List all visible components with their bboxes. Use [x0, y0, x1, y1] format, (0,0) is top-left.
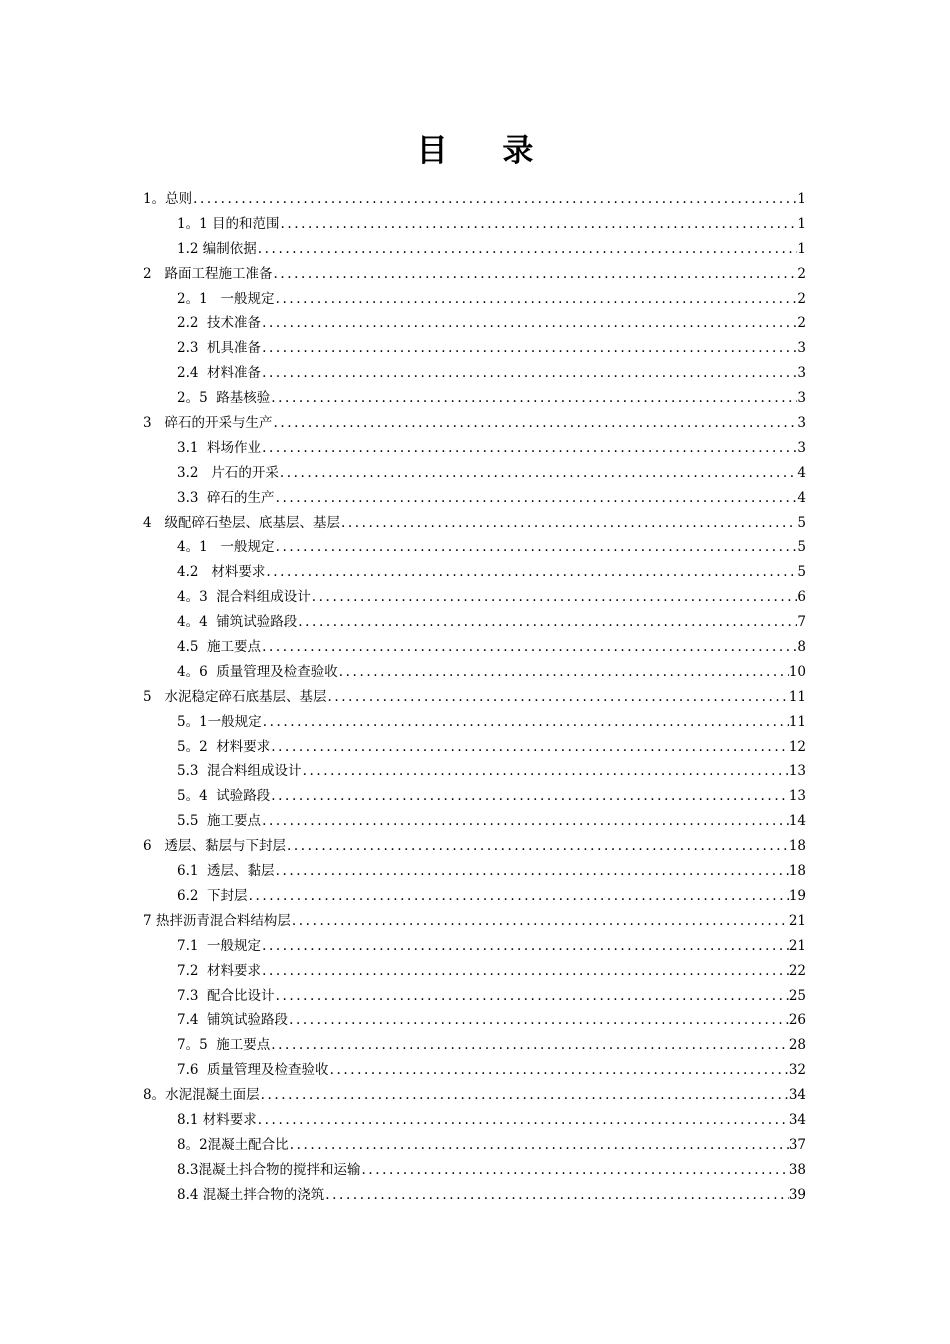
- toc-entry: [143, 1033, 806, 1058]
- dot-leader: [289, 1133, 789, 1158]
- toc-entry-label: 4.2 材料要求: [177, 564, 266, 581]
- toc-entry: [143, 461, 806, 486]
- toc-entry-label: 6 透层、黏层与下封层: [143, 838, 286, 855]
- toc-entry-page-number: 2: [797, 315, 806, 332]
- dot-leader: [329, 1058, 789, 1083]
- toc-entry-label: 3.2 片石的开采: [177, 464, 279, 481]
- toc-entry-page-number: 3: [797, 365, 806, 382]
- toc-entry: [143, 685, 806, 710]
- toc-entry-label: 2。1 一般规定: [177, 290, 275, 307]
- toc-entry-page-number: 25: [788, 987, 806, 1004]
- toc-entry-label: 8.1 材料要求: [177, 1111, 257, 1128]
- toc-entry-page-number: 37: [788, 1136, 806, 1153]
- dot-leader: [340, 511, 797, 536]
- toc-entry: [143, 1058, 806, 1083]
- toc-entry-label: 4。6 质量管理及检查验收: [177, 663, 338, 680]
- toc-entry-page-number: 1: [797, 191, 806, 207]
- dot-leader: [265, 560, 797, 585]
- toc-entry-label: 7.3 配合比设计: [177, 987, 275, 1004]
- toc-entry: [143, 859, 806, 884]
- dot-leader: [302, 759, 789, 784]
- dot-leader: [257, 1108, 789, 1133]
- toc-entry: [143, 809, 806, 834]
- toc-entry: [143, 262, 806, 287]
- toc-entry-label: 7.4 铺筑试验路段: [177, 1012, 289, 1029]
- dot-leader: [275, 984, 789, 1009]
- dot-leader: [261, 934, 789, 959]
- toc-entry: [143, 535, 806, 560]
- dot-leader: [261, 635, 797, 660]
- toc-entry-page-number: 22: [788, 962, 806, 979]
- toc-entry: [143, 1133, 806, 1158]
- dot-leader: [192, 187, 797, 212]
- dot-leader: [261, 336, 797, 361]
- dot-leader: [248, 884, 789, 909]
- toc-entry-page-number: 12: [788, 738, 806, 755]
- toc-entry-page-number: 1: [797, 240, 806, 257]
- toc-entry-label: 7.2 材料要求: [177, 962, 262, 979]
- toc-entry: [143, 1158, 806, 1183]
- toc-entry-label: 4 级配碎石垫层、底基层、基层: [143, 514, 340, 531]
- toc-entry-label: 2.3 机具准备: [177, 340, 262, 357]
- toc-entry: [143, 237, 806, 262]
- toc-entry-label: 2 路面工程施工准备: [143, 265, 273, 282]
- toc-entry: [143, 212, 806, 237]
- toc-entry-label: 2.4 材料准备: [177, 365, 262, 382]
- toc-entry: [143, 511, 806, 536]
- dot-leader: [275, 486, 798, 511]
- toc-entry: [143, 436, 806, 461]
- dot-leader: [272, 262, 797, 287]
- dot-leader: [279, 212, 797, 237]
- toc-entry-label: 5.3 混合料组成设计: [177, 763, 302, 780]
- table-of-contents: [143, 187, 806, 1208]
- toc-entry-page-number: 8: [797, 639, 806, 656]
- toc-entry-label: 1。总则: [143, 191, 193, 207]
- toc-entry-label: 4。4 铺筑试验路段: [177, 614, 298, 631]
- toc-entry-page-number: 11: [788, 688, 806, 705]
- toc-entry: [143, 909, 806, 934]
- toc-entry-label: 3 碎石的开采与生产: [143, 415, 273, 432]
- dot-leader: [275, 535, 798, 560]
- toc-entry-label: 8.4 混凝土拌合物的浇筑: [177, 1186, 325, 1203]
- toc-entry: [143, 834, 806, 859]
- toc-entry-page-number: 5: [797, 514, 806, 531]
- dot-leader: [286, 834, 789, 859]
- toc-entry-page-number: 14: [788, 813, 806, 830]
- toc-entry-page-number: 34: [788, 1087, 806, 1104]
- toc-entry-page-number: 38: [788, 1161, 806, 1178]
- toc-entry-page-number: 3: [797, 415, 806, 432]
- toc-entry-label: 7 热拌沥青混合料结构层: [143, 912, 291, 929]
- dot-leader: [262, 710, 789, 735]
- toc-entry-page-number: 39: [788, 1186, 806, 1203]
- dot-leader: [270, 735, 789, 760]
- toc-entry-page-number: 7: [797, 614, 806, 631]
- toc-entry-page-number: 18: [788, 838, 806, 855]
- toc-entry-page-number: 32: [788, 1062, 806, 1079]
- dot-leader: [311, 585, 798, 610]
- dot-leader: [261, 311, 797, 336]
- toc-entry: [143, 361, 806, 386]
- dot-leader: [270, 1033, 789, 1058]
- page-title: 目 录: [416, 133, 556, 169]
- toc-entry: [143, 884, 806, 909]
- dot-leader: [291, 909, 789, 934]
- toc-entry-label: 8。水泥混凝土面层: [143, 1087, 260, 1104]
- toc-entry-page-number: 10: [788, 663, 806, 680]
- toc-entry: [143, 934, 806, 959]
- toc-entry: [143, 1083, 806, 1108]
- toc-entry: [143, 411, 806, 436]
- toc-entry: [143, 311, 806, 336]
- toc-entry: [143, 710, 806, 735]
- toc-entry: [143, 660, 806, 685]
- toc-entry-label: 3.3 碎石的生产: [177, 489, 275, 506]
- toc-entry-page-number: 13: [788, 788, 806, 805]
- toc-entry-label: 5。2 材料要求: [177, 738, 271, 755]
- toc-entry: [143, 959, 806, 984]
- toc-entry-page-number: 1: [797, 215, 806, 232]
- dot-leader: [324, 1183, 789, 1208]
- toc-entry-page-number: 6: [797, 589, 806, 606]
- toc-entry-label: 2。5 路基核验: [177, 390, 271, 407]
- toc-entry-page-number: 11: [788, 713, 806, 730]
- toc-entry: [143, 560, 806, 585]
- dot-leader: [270, 784, 789, 809]
- toc-entry-label: 8。2混凝土配合比: [177, 1136, 289, 1153]
- toc-entry: [143, 735, 806, 760]
- dot-leader: [326, 685, 788, 710]
- dot-leader: [275, 859, 789, 884]
- dot-leader: [338, 660, 789, 685]
- toc-entry-page-number: 21: [788, 937, 806, 954]
- toc-entry-page-number: 21: [788, 912, 806, 929]
- toc-entry-label: 1.2 编制依据: [177, 240, 257, 257]
- dot-leader: [279, 461, 798, 486]
- toc-entry-label: 1。1 目的和范围: [177, 215, 280, 232]
- toc-entry-label: 4.5 施工要点: [177, 639, 262, 656]
- toc-entry: [143, 1008, 806, 1033]
- toc-entry-label: 6.1 透层、黏层: [177, 863, 275, 880]
- toc-entry: [143, 1108, 806, 1133]
- toc-entry-label: 5。1一般规定: [177, 713, 262, 730]
- toc-entry-label: 8.3混凝土抖合物的搅拌和运输: [177, 1161, 361, 1178]
- toc-entry-page-number: 2: [797, 290, 806, 307]
- dot-leader: [288, 1008, 789, 1033]
- toc-entry: [143, 336, 806, 361]
- dot-leader: [261, 959, 789, 984]
- dot-leader: [260, 1083, 789, 1108]
- dot-leader: [257, 237, 798, 262]
- dot-leader: [270, 386, 797, 411]
- toc-entry-label: 5.5 施工要点: [177, 813, 262, 830]
- toc-entry-label: 7。5 施工要点: [177, 1037, 271, 1054]
- dot-leader: [261, 809, 789, 834]
- toc-entry-label: 5 水泥稳定碎石底基层、基层: [143, 688, 327, 705]
- toc-entry-page-number: 19: [788, 887, 806, 904]
- toc-entry: [143, 784, 806, 809]
- toc-entry: [143, 984, 806, 1009]
- toc-entry-page-number: 13: [788, 763, 806, 780]
- toc-entry-page-number: 3: [797, 390, 806, 407]
- toc-entry: [143, 759, 806, 784]
- toc-entry-page-number: 3: [797, 439, 806, 456]
- toc-entry-page-number: 34: [788, 1111, 806, 1128]
- toc-entry-label: 6.2 下封层: [177, 887, 248, 904]
- toc-entry-page-number: 26: [788, 1012, 806, 1029]
- toc-entry: [143, 635, 806, 660]
- toc-entry: [143, 187, 806, 212]
- toc-entry-page-number: 3: [797, 340, 806, 357]
- toc-entry-page-number: 5: [797, 564, 806, 581]
- dot-leader: [261, 436, 797, 461]
- dot-leader: [297, 610, 797, 635]
- dot-leader: [261, 361, 797, 386]
- toc-entry: [143, 585, 806, 610]
- toc-entry-page-number: 28: [788, 1037, 806, 1054]
- toc-entry: [143, 386, 806, 411]
- dot-leader: [360, 1158, 788, 1183]
- toc-entry-page-number: 2: [797, 265, 806, 282]
- toc-entry-label: 2.2 技术准备: [177, 315, 262, 332]
- toc-entry: [143, 486, 806, 511]
- toc-entry-label: 4。3 混合料组成设计: [177, 589, 311, 606]
- toc-entry-page-number: 4: [797, 464, 806, 481]
- toc-entry-page-number: 18: [788, 863, 806, 880]
- dot-leader: [275, 287, 798, 312]
- toc-entry-label: 7.1 一般规定: [177, 937, 262, 954]
- toc-entry-label: 3.1 料场作业: [177, 439, 262, 456]
- toc-entry: [143, 287, 806, 312]
- toc-entry: [143, 1183, 806, 1208]
- dot-leader: [272, 411, 797, 436]
- toc-entry-label: 7.6 质量管理及检查验收: [177, 1062, 329, 1079]
- toc-entry: [143, 610, 806, 635]
- toc-entry-label: 4。1 一般规定: [177, 539, 275, 556]
- toc-entry-label: 5。4 试验路段: [177, 788, 271, 805]
- toc-entry-page-number: 5: [797, 539, 806, 556]
- toc-entry-page-number: 4: [797, 489, 806, 506]
